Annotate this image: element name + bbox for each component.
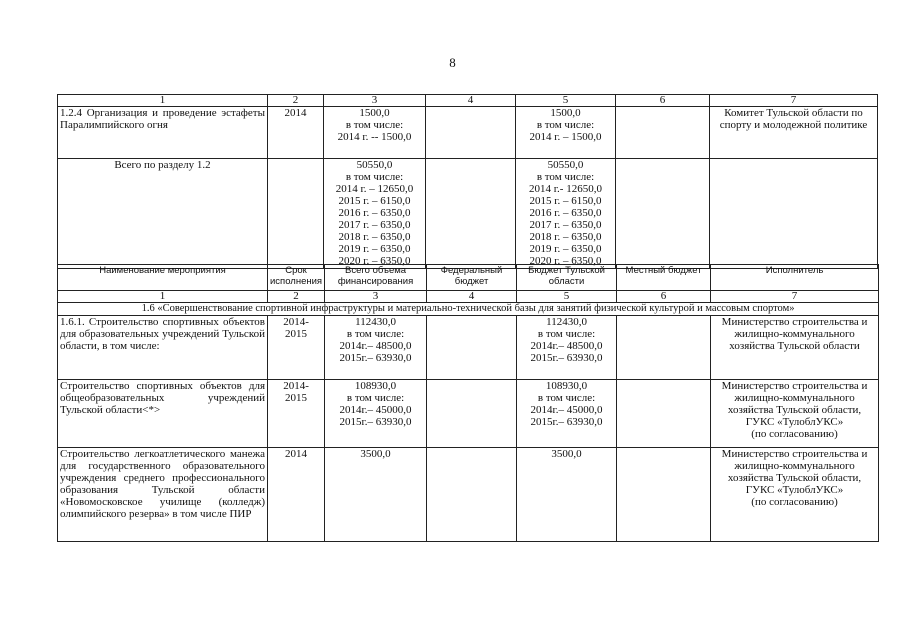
term [268, 380, 325, 448]
total-funding [325, 380, 427, 448]
value-line: в том числе: [346, 392, 405, 404]
term [268, 159, 324, 269]
page-number: 8 [449, 55, 456, 70]
federal-budget [426, 107, 516, 159]
top-table [57, 94, 878, 269]
executor [711, 448, 879, 542]
value-line: 3500,0 [551, 448, 582, 460]
regional-budget [517, 380, 617, 448]
local-budget [617, 380, 711, 448]
col-num: 7 [710, 95, 878, 107]
event-name: Строительство спортивных объектов для общеобразовательных учреждений Тульской области<*> [58, 380, 268, 448]
value-line: 2015г.– 63930,0 [339, 416, 412, 428]
col-num: 6 [617, 291, 711, 303]
header-cell: Всего объема финансирования [325, 265, 427, 291]
section-row [58, 303, 879, 316]
value-line: 2020 г. – 6350,0 [529, 255, 602, 267]
value-line: 2014 г.- 12650,0 [529, 183, 602, 195]
table-row [58, 159, 878, 269]
value-line: Министерство строительства и [721, 380, 868, 392]
value-line: 108930,0 [545, 380, 588, 392]
value-line: (по согласованию) [751, 428, 838, 440]
value-line: 2014 [285, 448, 308, 460]
value-line: 2014- [283, 380, 309, 392]
event-name: 1.6.1. Строительство спортивных объектов для образовательных учреждений Тульской области, в том числе: [58, 316, 268, 380]
value-line: Министерство строительства и [721, 448, 868, 460]
value-line: 2019 г. – 6350,0 [338, 243, 411, 255]
total-funding [325, 316, 427, 380]
federal-budget [427, 448, 517, 542]
table-row [58, 448, 879, 542]
event-name: Всего по разделу 1.2 [58, 159, 268, 269]
col-num: 4 [427, 291, 517, 303]
value-line: 2017 г. – 6350,0 [338, 219, 411, 231]
value-line: в том числе: [536, 119, 595, 131]
value-line: 2015г.– 63930,0 [530, 416, 603, 428]
regional-budget [517, 316, 617, 380]
value-line: в том числе: [345, 171, 404, 183]
col-num: 4 [426, 95, 516, 107]
value-line: 2015 [285, 392, 308, 404]
local-budget [617, 316, 711, 380]
header-cell: Наименование мероприятия [58, 265, 268, 291]
value-line: 2016 г. – 6350,0 [529, 207, 602, 219]
value-line: 2015 г. – 6150,0 [529, 195, 602, 207]
value-line: 2015 [285, 328, 308, 340]
section-title: 1.6 «Совершенствование спортивной инфраструктуры и материально-технической базы для занятий физической культурой и массовым спортом» [58, 303, 879, 316]
value-line: 2020 г. – 6350,0 [338, 255, 411, 267]
event-name: 1.2.4 Организация и проведение эстафеты Паралимпийского огня [58, 107, 268, 159]
value-line: хозяйства Тульской области [729, 340, 860, 352]
value-line: жилищно-коммунального [734, 460, 855, 472]
term: 2014 [268, 107, 324, 159]
value-line: 2014- [283, 316, 309, 328]
value-line: хозяйства Тульской области, [727, 472, 862, 484]
regional-budget [516, 159, 616, 269]
total-funding [325, 448, 427, 542]
value-line: 2014г.– 45000,0 [339, 404, 412, 416]
value-line: 50550,0 [356, 159, 393, 171]
value-line: 112430,0 [355, 316, 396, 328]
term [268, 316, 325, 380]
value-line: 2015г.– 63930,0 [530, 352, 603, 364]
value-line: 2014 г. – 12650,0 [335, 183, 414, 195]
value-line: в том числе: [346, 328, 405, 340]
value-line: в том числе: [536, 171, 595, 183]
col-num: 1 [58, 95, 268, 107]
value-line: 2019 г. – 6350,0 [529, 243, 602, 255]
header-cell: Срок исполнения [268, 265, 325, 291]
value-line: 2014г.– 48500,0 [339, 340, 412, 352]
table-row [58, 107, 878, 159]
total-funding [324, 107, 426, 159]
value-line: жилищно-коммунального [734, 328, 855, 340]
value-line: хозяйства Тульской области, [727, 404, 862, 416]
value-line: 2018 г. – 6350,0 [529, 231, 602, 243]
local-budget [616, 107, 710, 159]
header-cell: Бюджет Тульской области [517, 265, 617, 291]
col-num: 2 [268, 291, 325, 303]
header-row [58, 265, 879, 291]
event-name: Строительство легкоатлетического манежа для государственного образовательного учреждения среднего профессионального образования Тульской области «Новомосковское училище (колледж) олимпийского резерва» в том числе ПИР [58, 448, 268, 542]
value-line: Министерство строительства и [721, 316, 868, 328]
col-num: 3 [324, 95, 426, 107]
executor [710, 159, 878, 269]
executor [711, 316, 879, 380]
value-line: 2015г.– 63930,0 [339, 352, 412, 364]
bottom-table [57, 264, 879, 542]
value-line: 2015 г. – 6150,0 [338, 195, 411, 207]
regional-budget [516, 107, 616, 159]
federal-budget [427, 316, 517, 380]
local-budget [616, 159, 710, 269]
value-line: 2018 г. – 6350,0 [338, 231, 411, 243]
value-line: в том числе: [537, 392, 596, 404]
value-line: 50550,0 [547, 159, 584, 171]
col-num: 5 [516, 95, 616, 107]
value-line: 1500,0 [550, 107, 581, 119]
value-line: (по согласованию) [751, 496, 838, 508]
header-cell: Федеральный бюджет [427, 265, 517, 291]
federal-budget [426, 159, 516, 269]
header-cell: Исполнитель [711, 265, 879, 291]
column-number-row [58, 95, 878, 107]
value-line: 2014 г. -- 1500,0 [337, 131, 412, 143]
col-num: 6 [616, 95, 710, 107]
value-line: жилищно-коммунального [734, 392, 855, 404]
value-line: 2014г.– 45000,0 [530, 404, 603, 416]
table-row [58, 316, 879, 380]
col-num: 7 [711, 291, 879, 303]
value-line: ГУКС «ТулоблУКС» [745, 416, 844, 428]
value-line: 108930,0 [354, 380, 397, 392]
term [268, 448, 325, 542]
col-num: 5 [517, 291, 617, 303]
total-funding [324, 159, 426, 269]
executor: Комитет Тульской области по спорту и молодежной политике [710, 107, 878, 159]
regional-budget [517, 448, 617, 542]
federal-budget [427, 380, 517, 448]
value-line: 3500,0 [360, 448, 391, 460]
value-line: в том числе: [345, 119, 404, 131]
value-line: 1500,0 [359, 107, 390, 119]
value-line: 112430,0 [546, 316, 587, 328]
value-line: 2017 г. – 6350,0 [529, 219, 602, 231]
header-cell: Местный бюджет [617, 265, 711, 291]
value-line: в том числе: [537, 328, 596, 340]
local-budget [617, 448, 711, 542]
value-line: 2014 г. – 1500,0 [529, 131, 602, 143]
executor [711, 380, 879, 448]
column-number-row [58, 291, 879, 303]
col-num: 3 [325, 291, 427, 303]
value-line: 2014г.– 48500,0 [530, 340, 603, 352]
value-line: 2016 г. – 6350,0 [338, 207, 411, 219]
table-row [58, 380, 879, 448]
col-num: 1 [58, 291, 268, 303]
value-line: ГУКС «ТулоблУКС» [745, 484, 844, 496]
col-num: 2 [268, 95, 324, 107]
